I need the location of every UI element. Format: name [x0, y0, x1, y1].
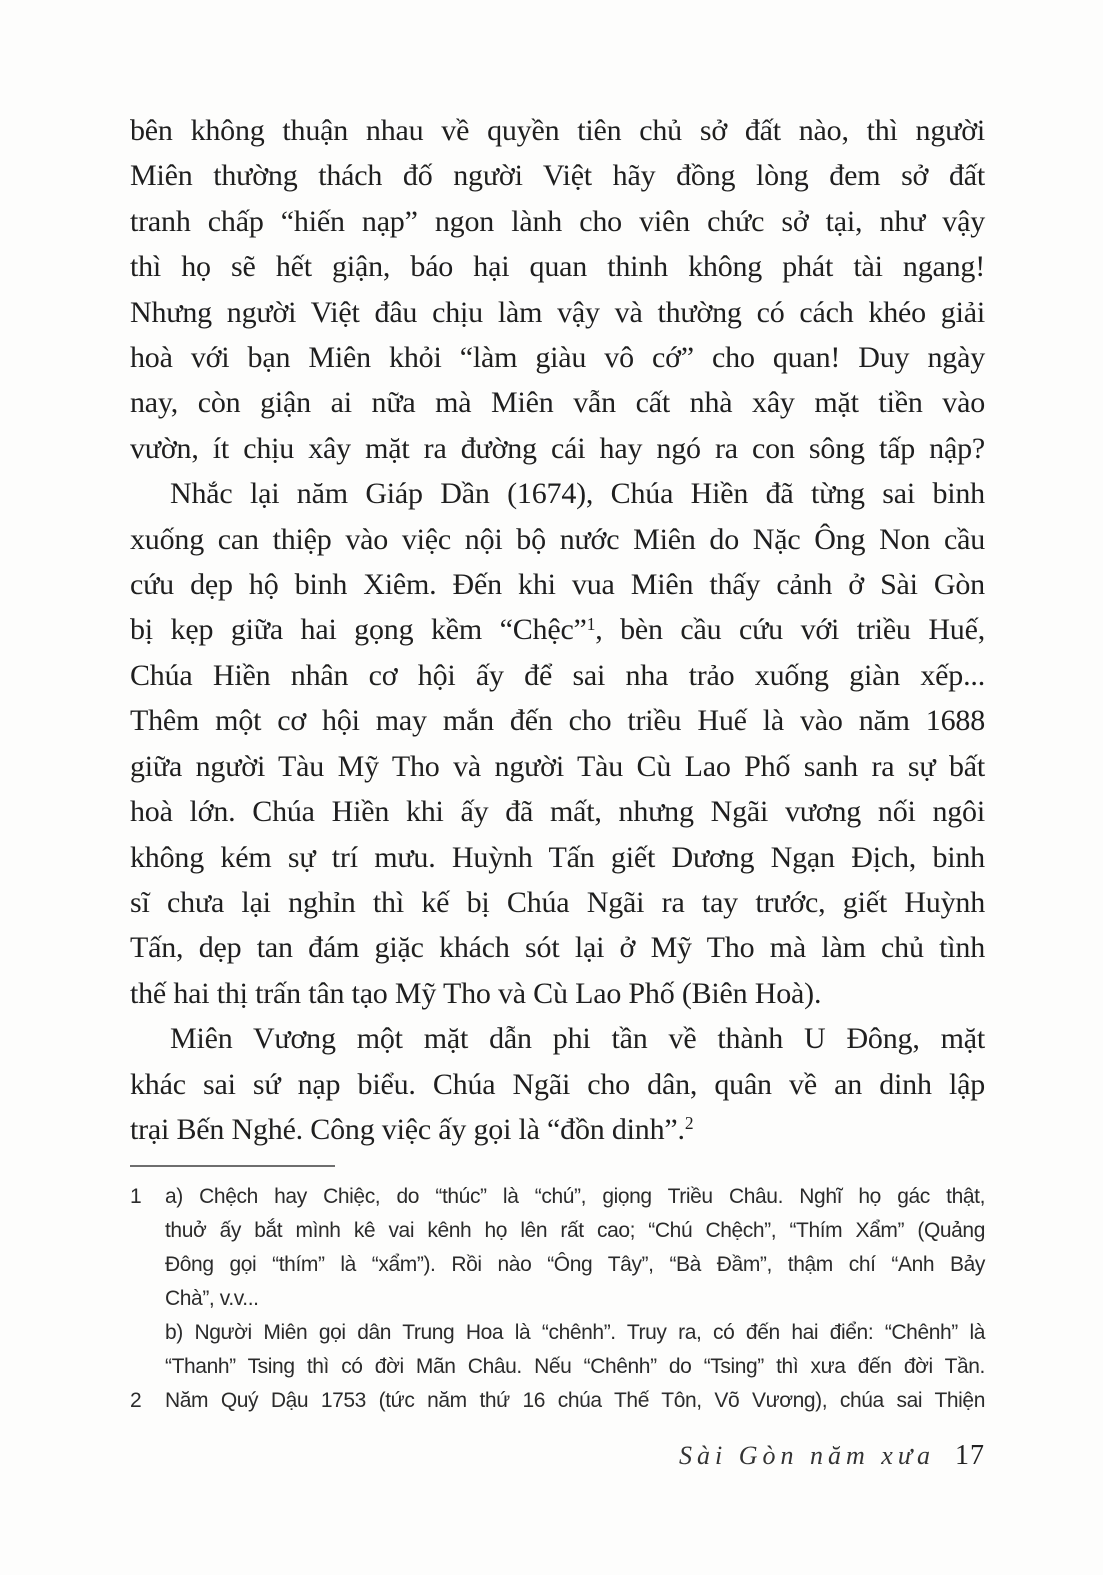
body-line: vườn, ít chịu xây mặt ra đường cái hay ngó ra con sông tấp nập?: [130, 431, 985, 465]
body-line: nay, còn giận ai nữa mà Miên vẫn cất nhà xây mặt tiền vào: [130, 386, 985, 420]
footnotes: [130, 1180, 985, 1418]
footnote-separator-rule: [130, 1165, 335, 1167]
footnote-line: [130, 1384, 985, 1418]
paragraph: [130, 1016, 985, 1152]
footnote-number: [130, 1350, 165, 1384]
footnote-text: Chà”, v.v...: [165, 1287, 259, 1311]
running-title: Sài Gòn năm xưa: [679, 1441, 935, 1471]
footnote-number: 2: [130, 1389, 142, 1413]
footnote-text: Năm Quý Dậu 1753 (tức năm thứ 16 chúa Thế Tôn, Võ Vương), chúa sai Thiện: [165, 1389, 985, 1413]
footnote-line: [130, 1282, 985, 1316]
paragraph: [130, 108, 985, 471]
body-line: giữa người Tàu Mỹ Tho và người Tàu Cù Lao Phố sanh ra sự bất: [130, 749, 985, 783]
footnote-text: “Thanh” Tsing thì có đời Mãn Châu. Nếu “Chênh” do “Tsing” thì xưa đến đời Tần.: [165, 1355, 985, 1379]
body-line: bị kẹp giữa hai gọng kềm “Chệc”$^1$, bèn cầu cứu với triều Huế,: [130, 613, 986, 647]
body-line: không kém sự trí mưu. Huỳnh Tấn giết Dương Ngạn Địch, binh: [130, 840, 985, 874]
body-line: Chúa Hiền nhân cơ hội ấy để sai nha trảo xuống giàn xếp...: [130, 658, 985, 692]
body-line: bên không thuận nhau về quyền tiên chủ sở đất nào, thì người: [130, 114, 985, 147]
footnote-text: thuở ấy bắt mình kê vai kênh họ lên rất cao; “Chú Chệch”, “Thím Xẩm” (Quảng: [165, 1219, 985, 1243]
footnote-line: [130, 1350, 985, 1384]
body-line: Nhưng người Việt đâu chịu làm vậy và thường có cách khéo giải: [130, 295, 985, 329]
body-line: tranh chấp “hiến nạp” ngon lành cho viên chức sở tại, như vậy: [130, 204, 985, 238]
body-line: trại Bến Nghé. Công việc ấy gọi là “đồn dinh”.$^2$: [130, 1112, 694, 1146]
body-line: khác sai sứ nạp biểu. Chúa Ngãi cho dân, quân về an dinh lập: [130, 1067, 985, 1101]
page-number: 17: [955, 1440, 985, 1472]
body-line: Miên thường thách đố người Việt hãy đồng lòng đem sở đất: [130, 159, 985, 193]
body-line: hoà lớn. Chúa Hiền khi ấy đã mất, nhưng Ngãi vương nối ngôi: [130, 795, 985, 829]
footnote-text: b) Người Miên gọi dân Trung Hoa là “chênh”. Truy ra, có đến hai điển: “Chênh” là: [165, 1321, 985, 1345]
footnote-number: 1: [130, 1185, 142, 1209]
footnote-line: [130, 1316, 985, 1350]
body-line: thế hai thị trấn tân tạo Mỹ Tho và Cù Lao Phố (Biên Hoà).: [130, 976, 822, 1010]
footnote-text: a) Chệch hay Chiệc, do “thúc” là “chú”, giọng Triều Châu. Nghĩ họ gác thật,: [165, 1185, 985, 1209]
footnote-line: [130, 1180, 985, 1214]
footnote-number: [130, 1248, 165, 1282]
body-text: [130, 108, 985, 1152]
body-line: Miên Vương một mặt dẫn phi tần về thành U Đông, mặt: [170, 1022, 985, 1056]
body-line: Tấn, dẹp tan đám giặc khách sót lại ở Mỹ Tho mà làm chủ tình: [130, 931, 985, 965]
body-line: thì họ sẽ hết giận, báo hại quan thinh không phát tài ngang!: [130, 250, 985, 284]
footnote-ref-1: 1: [586, 613, 596, 634]
body-line: hoà với bạn Miên khỏi “làm giàu vô cớ” cho quan! Duy ngày: [130, 341, 985, 375]
body-line: cứu dẹp hộ binh Xiêm. Đến khi vua Miên thấy cảnh ở Sài Gòn: [130, 568, 985, 602]
body-line: Nhắc lại năm Giáp Dần (1674), Chúa Hiền đã từng sai binh: [170, 477, 985, 511]
footnote-number: [130, 1316, 165, 1350]
footnote-number: [130, 1214, 165, 1248]
footnote-number: [130, 1282, 165, 1316]
footnote-line: [130, 1248, 985, 1282]
body-line: xuống can thiệp vào việc nội bộ nước Miên do Nặc Ông Non cầu: [130, 522, 985, 556]
page-footer: [130, 1440, 985, 1472]
body-line: sĩ chưa lại nghỉn thì kế bị Chúa Ngãi ra tay trước, giết Huỳnh: [130, 885, 985, 919]
footnote-line: [130, 1214, 985, 1248]
footnote-ref-2: 2: [684, 1113, 694, 1134]
footnote-text: Đông gọi “thím” là “xẩm”). Rồi nào “Ông Tây”, “Bà Đầm”, thậm chí “Anh Bảy: [165, 1253, 985, 1277]
paragraph: [130, 471, 985, 1016]
body-line: Thêm một cơ hội may mắn đến cho triều Huế là vào năm 1688: [130, 704, 985, 738]
